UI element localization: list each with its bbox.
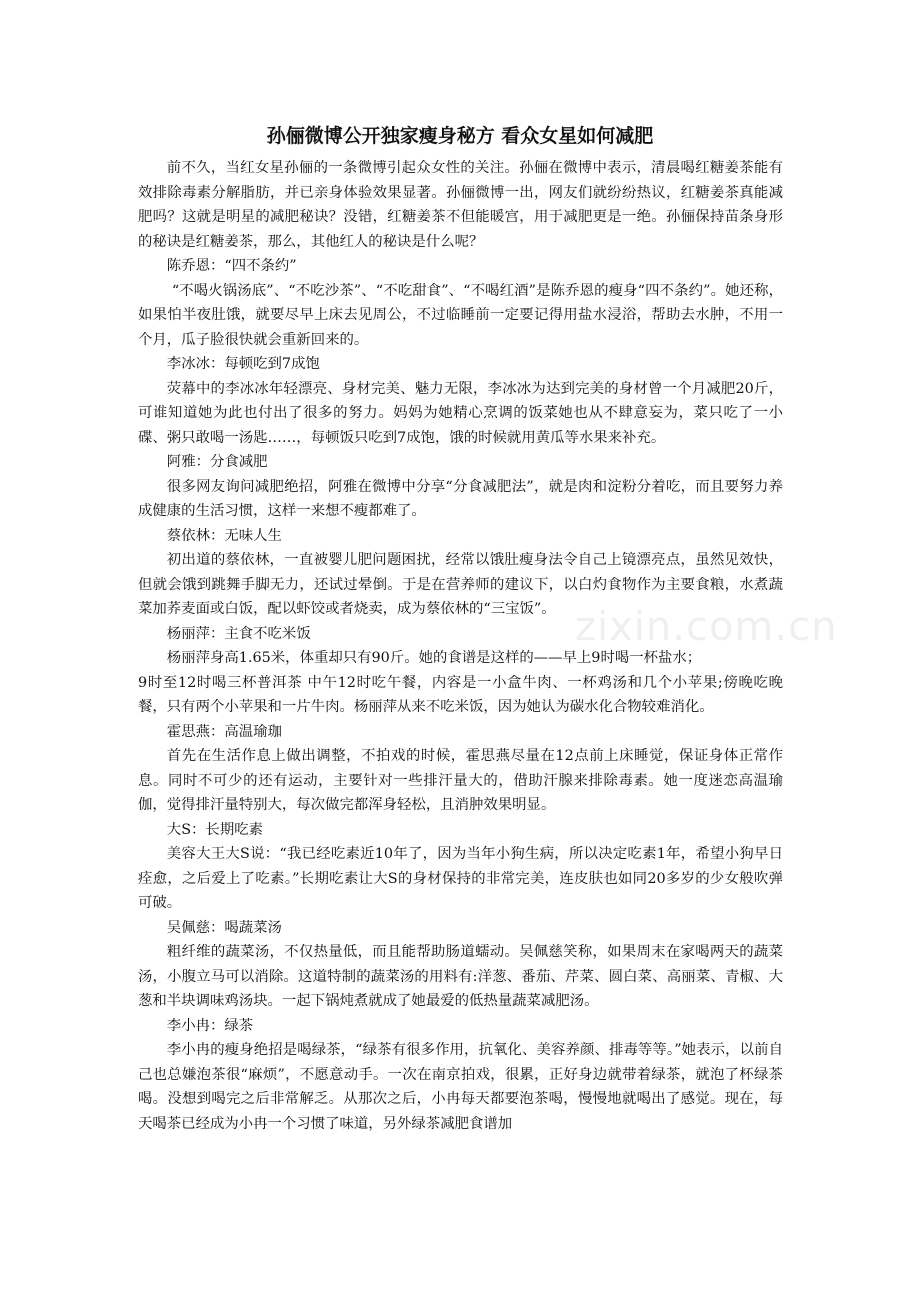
section-paragraph-continued: 9时至12时喝三杯普洱茶 中午12时吃午餐，内容是一小盒牛肉、一杯鸡汤和几个小苹果;傍晚吃晚餐，只有两个小苹果和一片牛肉。杨丽萍从来不吃米饭，因为她认为碳水化合物较难消化。 [138, 674, 783, 715]
section-heading: 阿雅：分食减肥 [166, 454, 268, 470]
section-paragraph: 粗纤维的蔬菜汤，不仅热量低，而且能帮助肠道蠕动。吴佩慈笑称，如果周末在家喝两天的蔬菜汤，小腹立马可以消除。这道特制的蔬菜汤的用料有:洋葱、番茄、芹菜、圆白菜、高丽菜、青椒、大葱和半块调味鸡汤块。一起下锅炖煮就成了她最爱的低热量蔬菜减肥汤。 [138, 944, 783, 1009]
section-paragraph: 美容大王大S说：“我已经吃素近10年了，因为当年小狗生病，所以决定吃素1年，希望小狗早日痊愈，之后爱上了吃素。”长期吃素让大S的身材保持的非常完美，连皮肤也如同20多岁的少女般吹弹可破。 [138, 846, 783, 911]
section-paragraph: “不喝火锅汤底”、“不吃沙茶”、“不吃甜食”、“不喝红酒”是陈乔恩的瘦身“四不条约”。她还称，如果怕半夜肚饿，就要尽早上床去见周公，不过临睡前一定要记得用盐水浸浴，帮助去水肿，不用一个月，瓜子脸很快就会重新回来的。 [138, 282, 783, 348]
section-heading: 李小冉：绿茶 [166, 1017, 254, 1034]
section-heading: 杨丽萍：主食不吃米饭 [166, 625, 311, 642]
section-heading: 蔡依林：无味人生 [166, 527, 282, 544]
section-paragraph: 杨丽萍身高1.65米，体重却只有90斤。她的食谱是这样的——早上9时喝一杯盐水； [166, 650, 702, 666]
intro-paragraph: 前不久，当红女星孙俪的一条微博引起众女性的关注。孙俪在微博中表示，清晨喝红糖姜茶能有效排除毒素分解脂肪，并已亲身体验效果显著。孙俪微博一出，网友们就纷纷热议，红糖姜茶真能减肥吗？这就是明星的减肥秘诀？没错，红糖姜茶不但能暖宫，用于减肥更是一绝。孙俪保持苗条身形的秘诀是红糖姜茶，那么，其他红人的秘诀是什么呢？ [138, 160, 783, 250]
document-title: 孙俪微博公开独家瘦身秘方 看众女星如何减肥 [266, 125, 654, 147]
section-paragraph: 李小冉的瘦身绝招是喝绿茶，“绿茶有很多作用，抗氧化、美容养颜、排毒等等。”她表示，以前自己也总嫌泡茶很“麻烦”，不愿意动手。一次在南京拍戏，很累，正好身边就带着绿茶，就泡了杯绿茶喝。没想到喝完之后非常解乏。从那次之后，小冉每天都要泡茶喝，慢慢地就喝出了感觉。现在，每天喝茶已经成为小冉一个习惯了味道，另外绿茶减肥食谱加 [138, 1042, 783, 1132]
section-heading: 陈乔恩：“四不条约” [166, 258, 297, 274]
section-heading: 霍思燕：高温瑜珈 [166, 723, 282, 740]
section-paragraph: 很多网友询问减肥绝招，阿雅在微博中分享“分食减肥法”，就是肉和淀粉分着吃，而且要努力养成健康的生活习惯，这样一来想不瘦都难了。 [138, 478, 783, 519]
watermark: zixin.com.cn [575, 604, 838, 650]
section-heading: 李冰冰：每顿吃到7成饱 [166, 356, 320, 372]
section-paragraph: 荧幕中的李冰冰年轻漂亮、身材完美、魅力无限，李冰冰为达到完美的身材曾一个月减肥20斤，可谁知道她为此也付出了很多的努力。妈妈为她精心烹调的饭菜她也从不肆意妄为，菜只吃了一小碟、粥只敢喝一汤匙……，每顿饭只吃到7成饱，饿的时候就用黄瓜等水果来补充。 [138, 380, 783, 446]
article-body [138, 156, 783, 1136]
section-paragraph: 初出道的蔡依林，一直被婴儿肥问题困扰，经常以饿肚瘦身法令自己上镜漂亮点，虽然见效快，但就会饿到跳舞手脚无力，还试过晕倒。于是在营养师的建议下，以白灼食物作为主要食粮，水煮蔬菜加荞麦面或白饭，配以虾饺或者烧卖，成为蔡依林的“三宝饭”。 [138, 552, 783, 617]
section-heading: 大S：长期吃素 [166, 821, 263, 838]
section-heading: 吴佩慈：喝蔬菜汤 [166, 919, 282, 936]
section-paragraph: 首先在生活作息上做出调整，不拍戏的时候，霍思燕尽量在12点前上床睡觉，保证身体正常作息。同时不可少的还有运动，主要针对一些排汗量大的，借助汗腺来排除毒素。她一度迷恋高温瑜伽，觉得排汗量特别大，每次做完都浑身轻松，且消肿效果明显。 [138, 748, 783, 813]
